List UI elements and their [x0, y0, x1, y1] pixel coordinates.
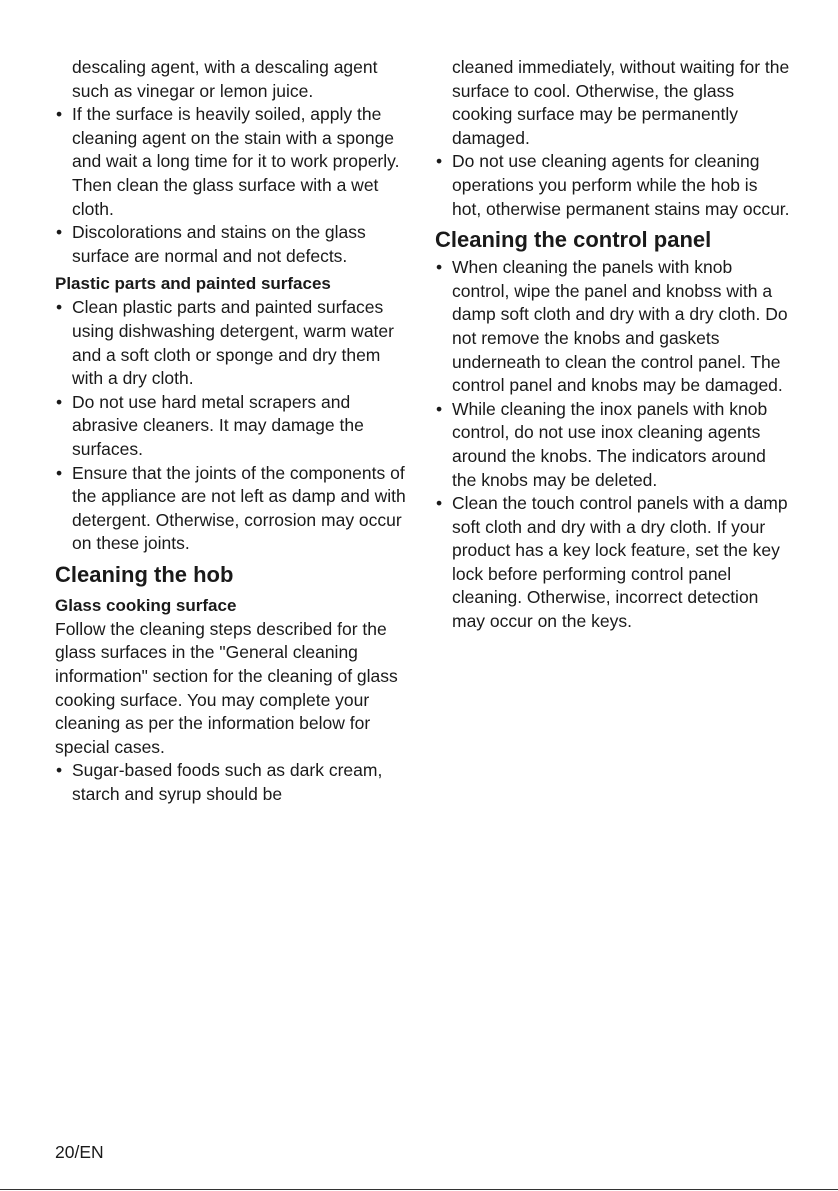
left-column [55, 56, 410, 807]
bullet-list [435, 256, 790, 634]
page-number: 20/EN [55, 1142, 104, 1162]
list-item: • Clean plastic parts and painted surfaces using dishwashing detergent, warm water and a soft cloth or sponge and dry them with a dry cloth. [55, 296, 410, 390]
list-item: • While cleaning the inox panels with knob control, do not use inox cleaning agents around the knobs. The indicators around the knobs may be deleted. [435, 398, 790, 492]
list-item: • Do not use hard metal scrapers and abrasive cleaners. It may damage the surfaces. [55, 391, 410, 462]
list-item: • Do not use cleaning agents for cleaning operations you perform while the hob is hot, otherwise permanent stains may occur. [435, 150, 790, 221]
continued-paragraph: cleaned immediately, without waiting for the surface to cool. Otherwise, the glass cooking surface may be permanently damaged. [452, 57, 790, 148]
list-item: • Discolorations and stains on the glass surface are normal and not defects. [55, 221, 410, 268]
glass-paragraph: Follow the cleaning steps described for the glass surfaces in the "General cleaning information" section for the cleaning of glass cooking surface. You may complete your cleaning as per the information below for special cases. [55, 618, 398, 757]
bullet-list [55, 296, 410, 556]
list-item: • Ensure that the joints of the components of the appliance are not left as damp and with detergent. Otherwise, corrosion may occur on these joints. [55, 462, 410, 556]
right-column [435, 56, 790, 634]
section-heading-control-panel: Cleaning the control panel [435, 227, 712, 253]
continued-paragraph: descaling agent, with a descaling agent such as vinegar or lemon juice. [72, 57, 378, 101]
list-item: • If the surface is heavily soiled, apply the cleaning agent on the stain with a sponge and wait a long time for it to work properly. Then clean the glass surface with a wet cloth. [55, 103, 410, 221]
list-item: • When cleaning the panels with knob control, wipe the panel and knobss with a damp soft cloth and dry with a dry cloth. Do not remove the knobs and gaskets underneath to clean the control panel. The control panel and knobs may be damaged. [435, 256, 790, 398]
section-subheading-plastic: Plastic parts and painted surfaces [55, 274, 331, 294]
bullet-list [55, 103, 410, 268]
bottom-divider [0, 1189, 838, 1190]
list-item: • Sugar-based foods such as dark cream, starch and syrup should be [55, 759, 410, 806]
section-subheading-glass: Glass cooking surface [55, 595, 237, 615]
bullet-list [55, 759, 410, 806]
section-heading-hob: Cleaning the hob [55, 561, 234, 587]
list-item: • Clean the touch control panels with a damp soft cloth and dry with a dry cloth. If your product has a key lock feature, set the key lock before performing control panel cleaning. Otherwise, incorrect detection may occur on the keys. [435, 492, 790, 634]
bullet-list [435, 150, 790, 221]
